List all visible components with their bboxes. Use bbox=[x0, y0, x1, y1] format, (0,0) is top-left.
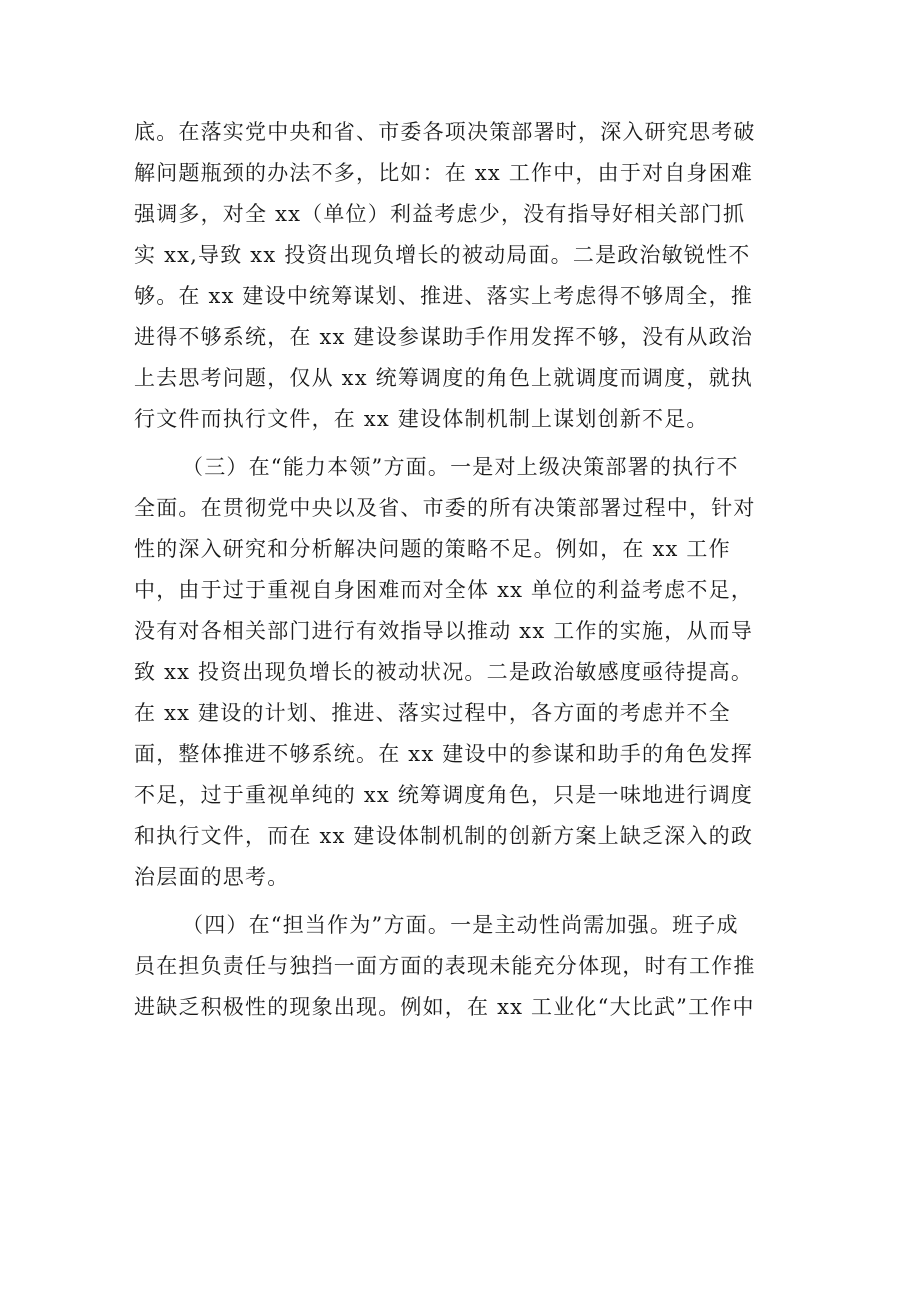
text-line: 致 xx 投资出现负增长的被动状况。二是政治敏感度亟待提高。 bbox=[134, 660, 754, 684]
text-line: 和执行文件，而在 xx 建设体制机制的创新方案上缺乏深入的政 bbox=[134, 824, 754, 848]
text-line: 面，整体推进不够系统。在 xx 建设中的参谋和助手的角色发挥 bbox=[134, 742, 754, 766]
text-line: 底。在落实党中央和省、市委各项决策部署时，深入研究思考破 bbox=[134, 120, 756, 144]
text-line: 进得不够系统，在 xx 建设参谋助手作用发挥不够，没有从政治 bbox=[134, 325, 754, 349]
text-line: 员在担负责任与独挡一面方面的表现未能充分体现，时有工作推 bbox=[134, 954, 756, 978]
text-line: 治层面的思考。 bbox=[134, 865, 290, 889]
text-line: 没有对各相关部门进行有效指导以推动 xx 工作的实施，从而导 bbox=[134, 619, 754, 643]
text-line: 进缺乏积极性的现象出现。例如，在 xx 工业化“大比武”工作中 bbox=[134, 995, 755, 1019]
text-line: 强调多，对全 xx（单位）利益考虑少，没有指导好相关部门抓 bbox=[134, 202, 746, 226]
text-line: 在 xx 建设的计划、推进、落实过程中，各方面的考虑并不全 bbox=[134, 701, 731, 725]
text-line: 上去思考问题，仅从 xx 统筹调度的角色上就调度而调度，就执 bbox=[134, 366, 754, 390]
text-line: 全面。在贯彻党中央以及省、市委的所有决策部署过程中，针对 bbox=[134, 496, 756, 520]
text-line: 行文件而执行文件，在 xx 建设体制机制上谋划创新不足。 bbox=[134, 407, 709, 431]
text-line: 解问题瓶颈的办法不多，比如：在 xx 工作中，由于对自身困难 bbox=[134, 161, 754, 185]
text-line: 不足，过于重视单纯的 xx 统筹调度角色，只是一味地进行调度 bbox=[134, 783, 754, 807]
section-heading-line: （四）在“担当作为”方面。一是主动性尚需加强。班子成 bbox=[182, 913, 739, 937]
text-line: 实 xx,导致 xx 投资出现负增长的被动局面。二是政治敏锐性不 bbox=[134, 243, 751, 267]
text-line: 够。在 xx 建设中统筹谋划、推进、落实上考虑得不够周全，推 bbox=[134, 284, 754, 308]
text-line: 中，由于过于重视自身困难而对全体 xx 单位的利益考虑不足， bbox=[134, 578, 754, 602]
body-text bbox=[134, 112, 786, 1028]
text-line: 性的深入研究和分析解决问题的策略不足。例如，在 xx 工作 bbox=[134, 537, 731, 561]
section-heading-line: （三）在“能力本领”方面。一是对上级决策部署的执行不 bbox=[182, 455, 739, 479]
